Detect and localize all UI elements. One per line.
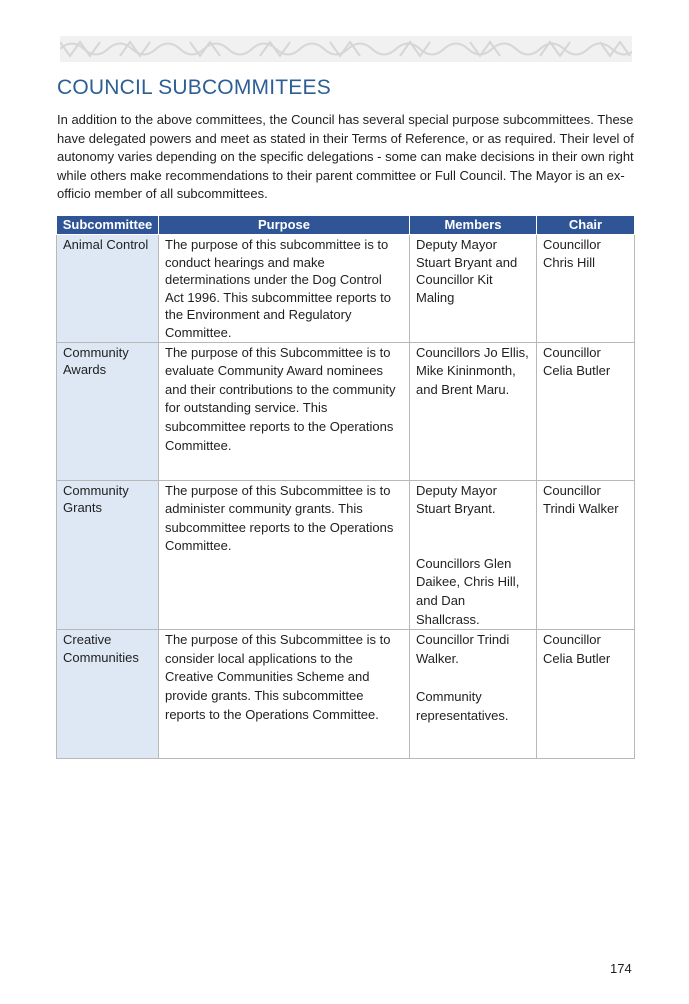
chair-cell: Councillor Celia Butler <box>537 342 635 480</box>
chair-cell: Councillor Trindi Walker <box>537 480 635 630</box>
page-number: 174 <box>610 961 632 976</box>
subcommittees-table <box>56 215 635 759</box>
intro-paragraph: In addition to the above committees, the Council has several special purpose subcommittees. These have delegated powers and meet as stated in their Terms of Reference, or as required. Their level of autonomy varies depending on the specific delegations - some can make decisions in their own right while others make recommendations to their parent committee or Full Council. The Mayor is an ex-officio member of all subcommittees. <box>57 112 634 202</box>
purpose-cell: The purpose of this subcommittee is to conduct hearings and make determinations under the Dog Control Act 1996. This subcommittee reports to the Environment and Regulatory Committee. <box>159 235 410 343</box>
table-row <box>57 480 635 630</box>
purpose-cell: The purpose of this Subcommittee is to consider local applications to the Creative Communities Scheme and provide grants. This subcommittee reports to the Operations Committee. <box>159 630 410 759</box>
table-row <box>57 235 635 343</box>
column-header-chair: Chair <box>537 216 635 235</box>
table-row <box>57 342 635 480</box>
members-cell <box>410 342 537 480</box>
column-header-subcommittee: Subcommittee <box>57 216 159 235</box>
members-text: Deputy Mayor Stuart Bryant. <box>416 482 497 517</box>
subcommittee-cell: Community Awards <box>57 342 159 480</box>
members-cell <box>410 235 537 343</box>
members-text: Deputy Mayor Stuart Bryant and Councillor Kit Maling <box>416 237 518 305</box>
decorative-pattern-banner <box>60 36 632 62</box>
members-cell <box>410 480 537 630</box>
members-text: Councillors Glen Daikee, Chris Hill, and Dan Shallcrass. <box>416 555 520 627</box>
purpose-cell: The purpose of this Subcommittee is to evaluate Community Award nominees and their contributions to the community for outstanding service. This subcommittee reports to the Operations Committee. <box>159 342 410 480</box>
chair-cell: Councillor Chris Hill <box>537 235 635 343</box>
subcommittee-cell: Animal Control <box>57 235 159 343</box>
page-title: COUNCIL SUBCOMMITEES <box>57 76 331 99</box>
subcommittee-cell: Community Grants <box>57 480 159 630</box>
members-text: Community representatives. <box>416 689 509 723</box>
column-header-members: Members <box>410 216 537 235</box>
subcommittee-cell: Creative Communities <box>57 630 159 759</box>
members-cell <box>410 630 537 759</box>
table-row <box>57 630 635 759</box>
column-header-purpose: Purpose <box>159 216 410 235</box>
chair-cell: Councillor Celia Butler <box>537 630 635 759</box>
members-text: Councillor Trindi Walker. <box>416 632 510 666</box>
purpose-cell: The purpose of this Subcommittee is to administer community grants. This subcommittee reports to the Operations Committee. <box>159 480 410 630</box>
table-header-row <box>57 216 635 235</box>
members-text: Councillors Jo Ellis, Mike Kininmonth, and Brent Maru. <box>416 344 529 397</box>
